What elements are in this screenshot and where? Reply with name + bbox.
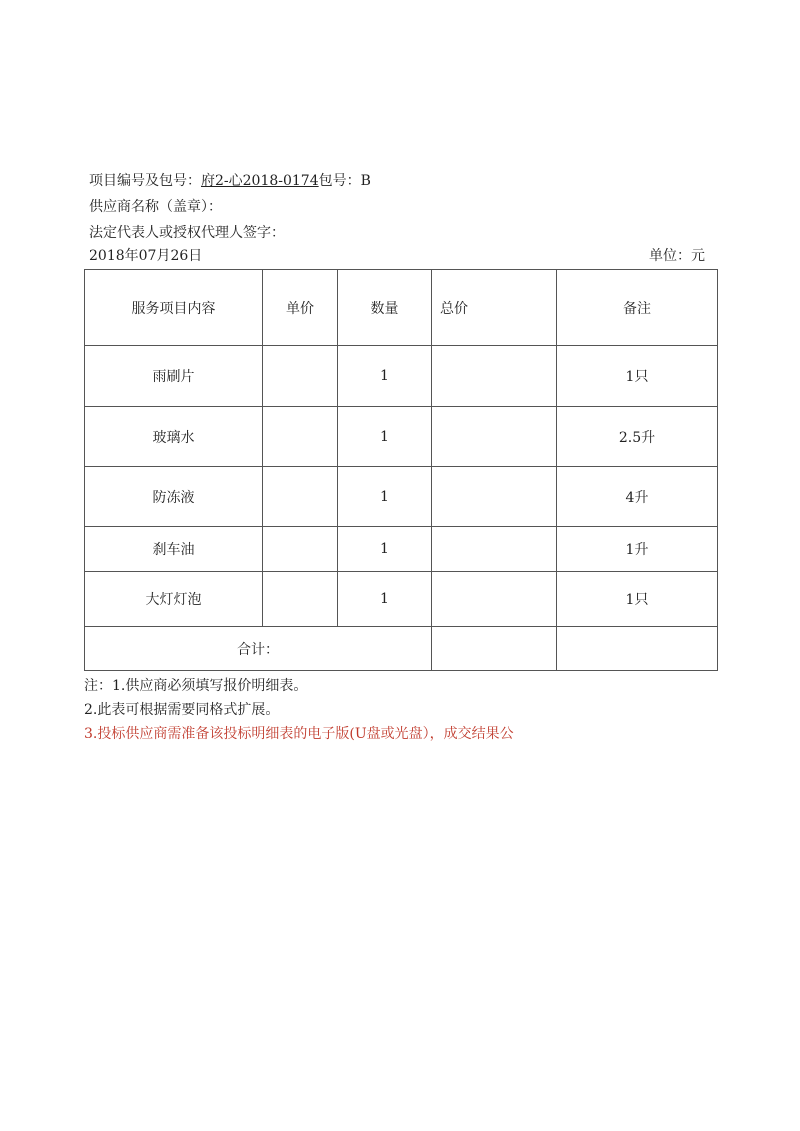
project-code: 府2-心2018-0174 xyxy=(201,173,319,189)
supplier-name-line: 供应商名称（盖章）： xyxy=(89,199,222,215)
cell-note: 4升 xyxy=(557,467,718,527)
cell-price[interactable] xyxy=(263,407,338,467)
cell-qty: 1 xyxy=(338,572,432,627)
cell-qty: 1 xyxy=(338,467,432,527)
cell-note: 1只 xyxy=(557,346,718,407)
cell-total[interactable] xyxy=(432,572,557,627)
signer-line: 法定代表人或授权代理人签字： xyxy=(89,225,285,241)
cell-qty: 1 xyxy=(338,346,432,407)
table-row xyxy=(85,346,718,407)
cell-note: 2.5升 xyxy=(557,407,718,467)
cell-total[interactable] xyxy=(432,346,557,407)
col-header-remarks: 备注 xyxy=(557,270,718,346)
cell-total[interactable] xyxy=(432,467,557,527)
table-row xyxy=(85,467,718,527)
note-3: 3.投标供应商需准备该投标明细表的电子版(U盘或光盘），成交结果公 xyxy=(84,726,514,742)
col-header-quantity: 数量 xyxy=(338,270,432,346)
table-header-row xyxy=(85,270,718,346)
unit-label: 单位：元 xyxy=(649,248,705,264)
cell-item: 防冻液 xyxy=(85,467,263,527)
cell-note: 1升 xyxy=(557,527,718,572)
package-label: 包号： xyxy=(318,173,361,189)
table-row xyxy=(85,407,718,467)
cell-qty: 1 xyxy=(338,407,432,467)
cell-qty: 1 xyxy=(338,527,432,572)
cell-total[interactable] xyxy=(432,527,557,572)
cell-item: 雨刷片 xyxy=(85,346,263,407)
cell-price[interactable] xyxy=(263,467,338,527)
col-header-total-price: 总价 xyxy=(432,270,557,346)
total-note-cell[interactable] xyxy=(557,627,718,671)
total-label: 合计： xyxy=(85,627,432,671)
cell-price[interactable] xyxy=(263,527,338,572)
table-total-row xyxy=(85,627,718,671)
col-header-unit-price: 单价 xyxy=(263,270,338,346)
price-detail-table xyxy=(84,269,718,671)
total-value-cell[interactable] xyxy=(432,627,557,671)
cell-price[interactable] xyxy=(263,346,338,407)
project-number-line xyxy=(89,171,371,191)
note-1: 注：1.供应商必须填写报价明细表。 xyxy=(84,678,308,694)
cell-item: 刹车油 xyxy=(85,527,263,572)
cell-note: 1只 xyxy=(557,572,718,627)
cell-total[interactable] xyxy=(432,407,557,467)
package-value: B xyxy=(360,173,371,189)
cell-item: 大灯灯泡 xyxy=(85,572,263,627)
table-row xyxy=(85,572,718,627)
note-2: 2.此表可根据需要同格式扩展。 xyxy=(84,702,280,718)
date-line: 2018年07月26日 xyxy=(89,248,203,264)
table-row xyxy=(85,527,718,572)
notes-block xyxy=(84,674,514,746)
project-number-label: 项目编号及包号： xyxy=(89,173,201,189)
cell-item: 玻璃水 xyxy=(85,407,263,467)
col-header-service-item: 服务项目内容 xyxy=(85,270,263,346)
cell-price[interactable] xyxy=(263,572,338,627)
